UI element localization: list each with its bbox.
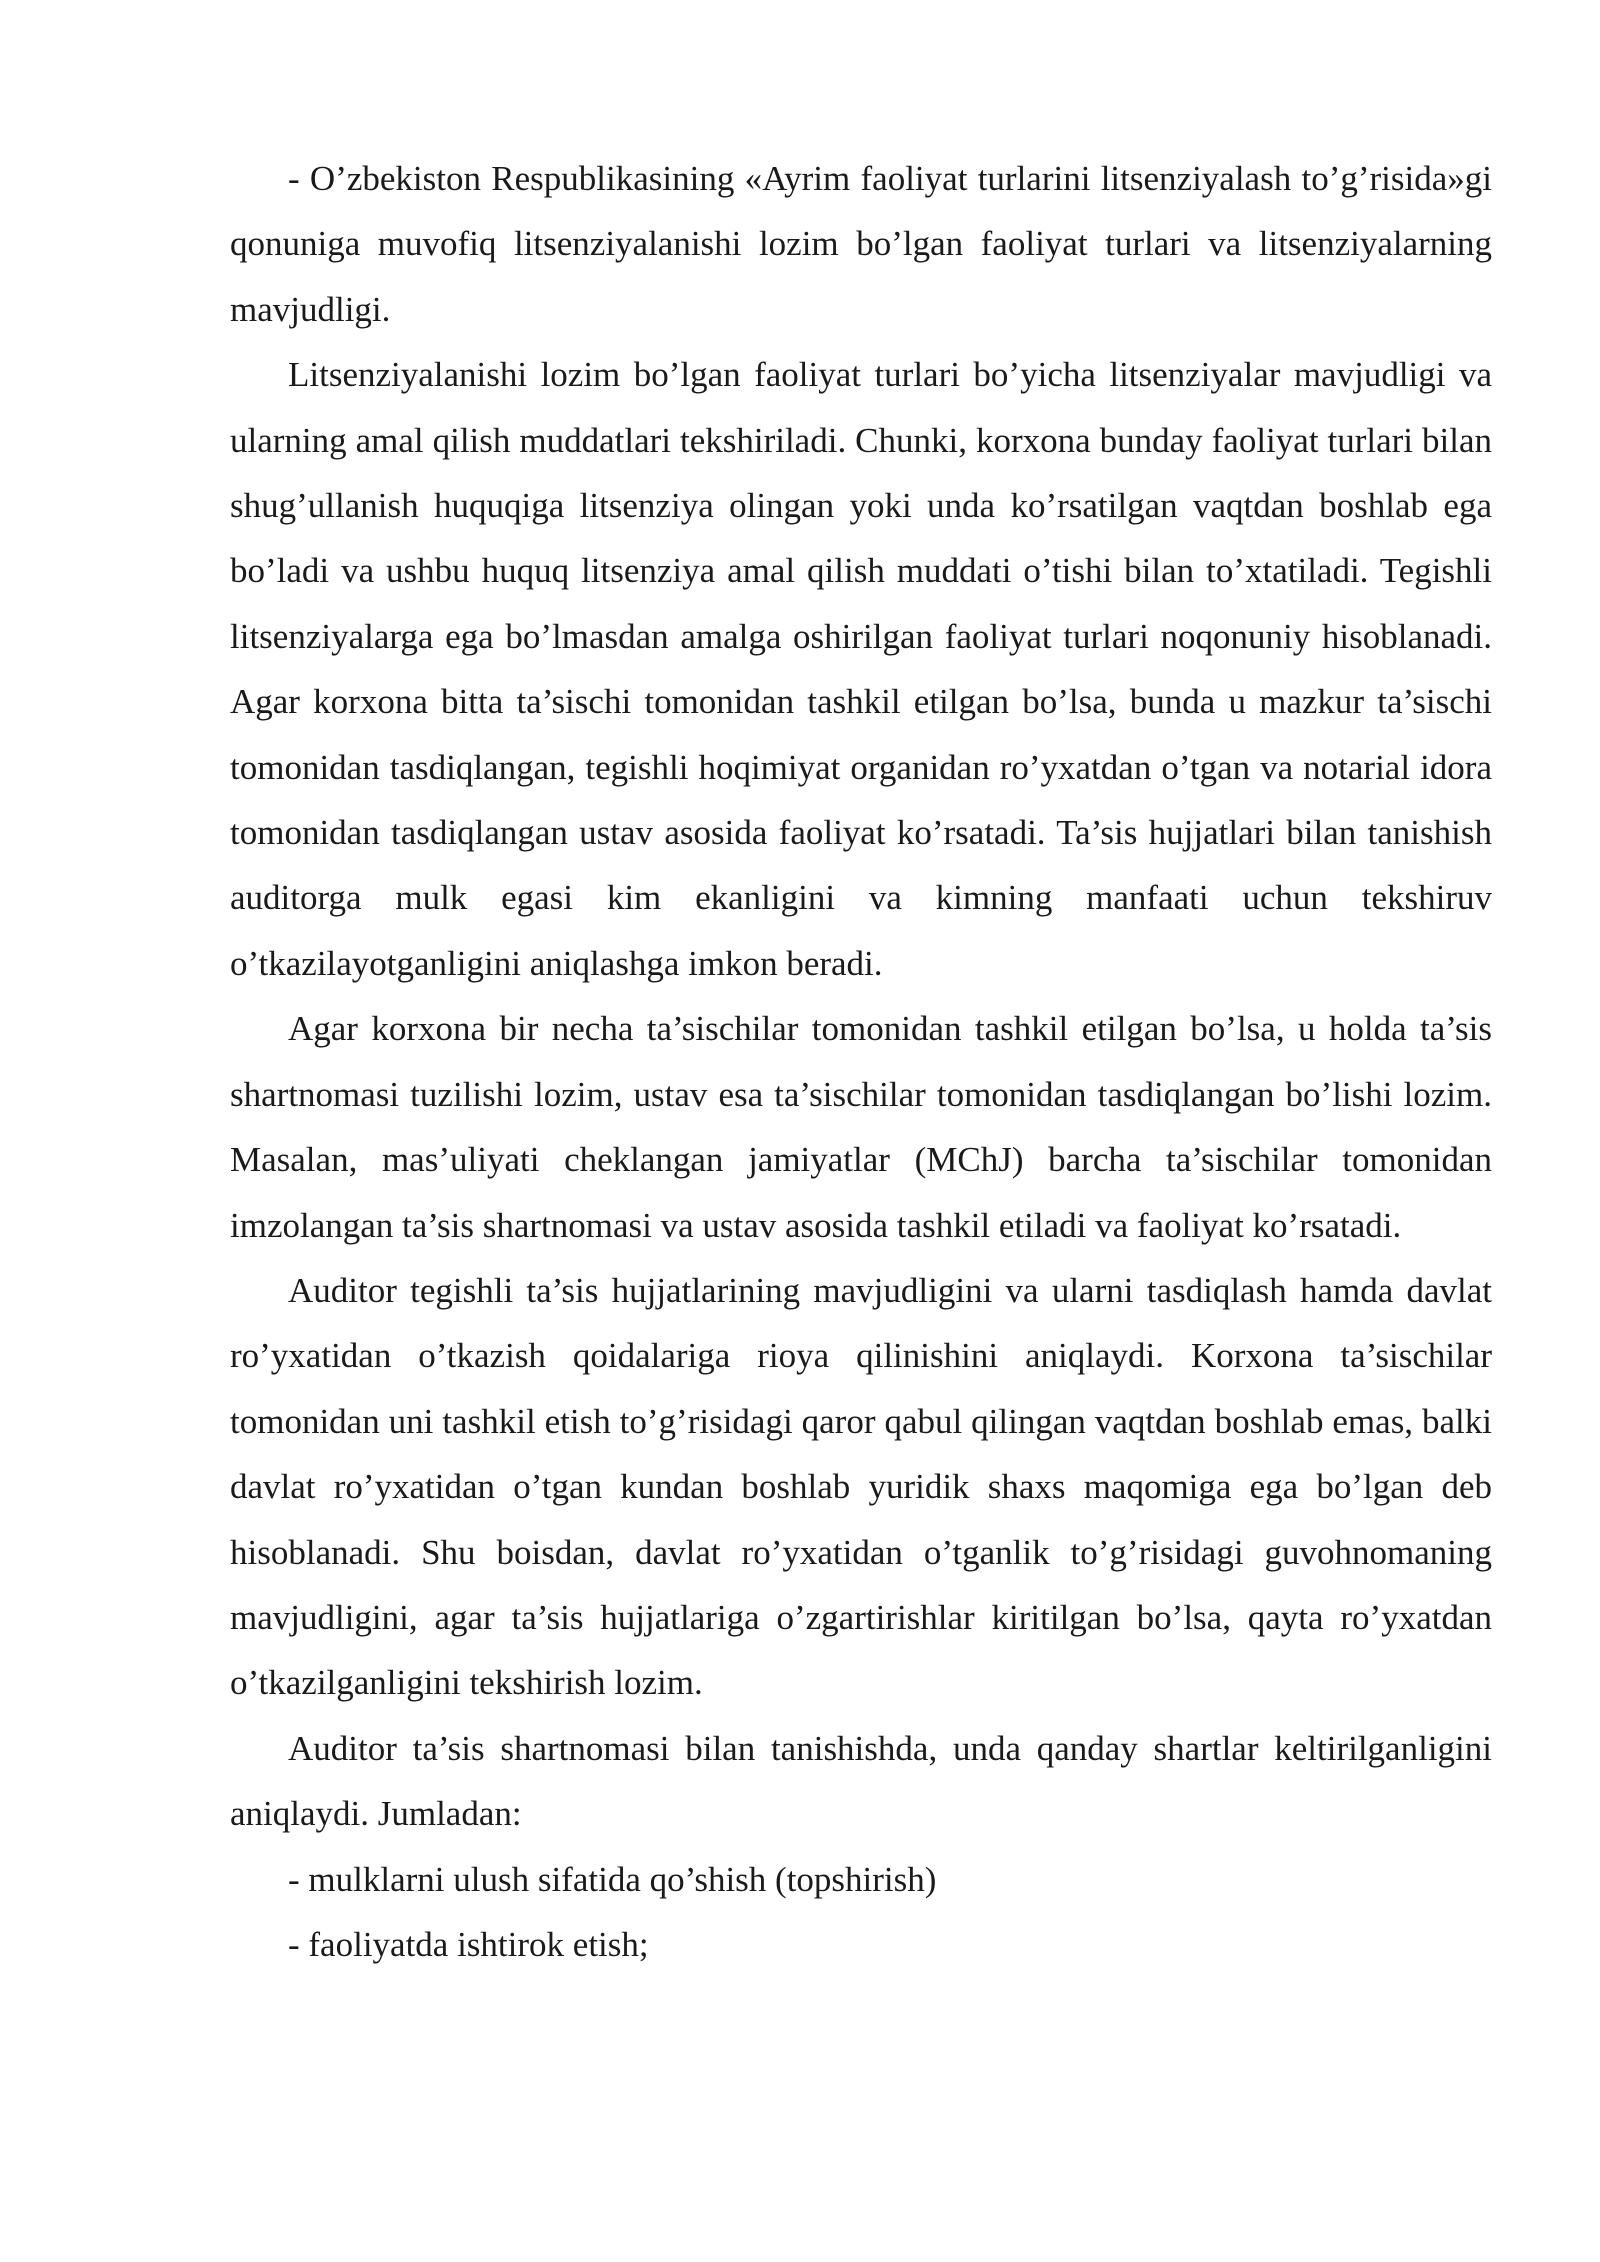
paragraph-multiple-founders: Agar korxona bir necha ta’sischilar tomonidan tashkil etilgan bo’lsa, u holda ta’sis shartnomasi tuzilishi lozim, ustav esa ta’sischilar tomonidan tasdiqlangan bo’lishi lozim. Masalan, mas’uliyati cheklangan jamiyatlar (MChJ) barcha ta’sischilar tomonidan imzolangan ta’sis shartnomasi va ustav asosida tashkil etiladi va faoliyat ko’rsatadi. (230, 1009, 1492, 1245)
paragraph-auditor-registration: Auditor tegishli ta’sis hujjatlarining mavjudligini va ularni tasdiqlash hamda davlat ro’yxatidan o’tkazish qoidalariga rioya qilinishini aniqlaydi. Korxona ta’sischilar tomonidan uni tashkil etish to’g’risidagi qaror qabul qilingan vaqtdan boshlab emas, balki davlat ro’yxatidan o’tgan kundan boshlab yuridik shaxs maqomiga ega bo’lgan deb hisoblanadi. Shu boisdan, davlat ro’yxatidan o’tganlik to’g’risidagi guvohnomaning mavjudligini, agar ta’sis hujjatlariga o’zgartirishlar kiritilgan bo’lsa, qayta ro’yxatdan o’tkazilganligini tekshirish lozim. (230, 1270, 1492, 1703)
paragraph-founding-agreement: Auditor ta’sis shartnomasi bilan tanishishda, unda qanday shartlar keltirilganligini aniqlaydi. Jumladan: (230, 1728, 1492, 1834)
document-body (230, 146, 1492, 1977)
list-item-activity-participation: - faoliyatda ishtirok etish; (288, 1924, 649, 1964)
paragraph-licensing-law: - O’zbekiston Respublikasining «Ayrim faoliyat turlarini litsenziyalash to’g’risida»gi qonuniga muvofiq litsenziyalanishi lozim bo’lgan faoliyat turlari va litsenziyalarning mavjudligi. (230, 159, 1492, 329)
list-item-property-contribution: - mulklarni ulush sifatida qo’shish (topshirish) (288, 1859, 937, 1899)
paragraph-license-verification: Litsenziyalanishi lozim bo’lgan faoliyat turlari bo’yicha litsenziyalar mavjudligi va ularning amal qilish muddatlari tekshiriladi. Chunki, korxona bunday faoliyat turlari bilan shug’ullanish huquqiga litsenziya olingan yoki unda ko’rsatilgan vaqtdan boshlab ega bo’ladi va ushbu huquq litsenziya amal qilish muddati o’tishi bilan to’xtatiladi. Tegishli litsenziyalarga ega bo’lmasdan amalga oshirilgan faoliyat turlari noqonuniy hisoblanadi. Agar korxona bitta ta’sischi tomonidan tashkil etilgan bo’lsa, bunda u mazkur ta’sischi tomonidan tasdiqlangan, tegishli hoqimiyat organidan ro’yxatdan o’tgan va notarial idora tomonidan tasdiqlangan ustav asosida faoliyat ko’rsatadi. Ta’sis hujjatlari bilan tanishish auditorga mulk egasi kim ekanligini va kimning manfaati uchun tekshiruv o’tkazilayotganligini aniqlashga imkon beradi. (230, 355, 1492, 983)
